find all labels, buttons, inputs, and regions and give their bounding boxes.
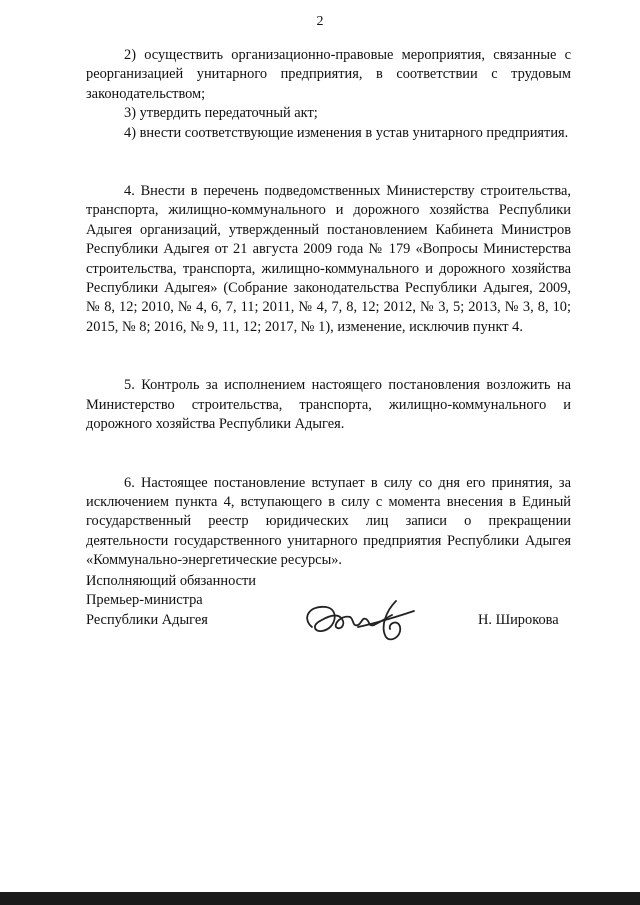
paragraph-gap — [86, 435, 571, 474]
signatory-position — [86, 572, 256, 630]
paragraph-item-3: 3) утвердить передаточный акт; — [124, 105, 318, 122]
signatory-position-line: Республики Адыгея — [86, 611, 208, 628]
paragraph-point-5: 5. Контроль за исполнением настоящего постановления возложить на Министерство строительства, транспорта, жилищно-коммунального и дорожного хозяйства Республики Адыгея. — [86, 377, 571, 433]
scan-bottom-edge — [0, 892, 640, 905]
signatory-position-line: Премьер-министра — [86, 592, 203, 609]
paragraph-item-4: 4) внести соответствующие изменения в устав унитарного предприятия. — [124, 124, 569, 141]
paragraph-gap — [86, 337, 571, 376]
signatory-position-line: Исполняющий обязанности — [86, 573, 257, 589]
paragraph-point-4: 4. Внести в перечень подведомственных Министерству строительства, транспорта, жилищно-коммунального и дорожного хозяйства Республики Адыгея организаций, утвержденный постановлением Кабинета Министров Республики Адыгея от 21 августа 2009 года № 179 «Вопросы Министерства строительства, транспорта, жилищно-коммунального и дорожного хозяйства Республики Адыгея» (Собрание законодательства Республики Адыгея, 2009, № 8, 12; 2010, № 4, 6, 7, 11; 2011, № 4, 7, 8, 12; 2012, № 3, 5; 2013, № 3, 8, 10; 2015, № 8; 2016, № 9, 11, 12; 2017, № 1), изменение, исключив пункт 4. — [86, 183, 571, 335]
paragraph-gap — [86, 143, 571, 182]
page-number: 2 — [316, 14, 324, 29]
signer-name: Н. Широкова — [478, 612, 559, 628]
handwritten-signature — [296, 597, 426, 645]
paragraph-item-2: 2) осуществить организационно-правовые мероприятия, связанные с реорганизацией унитарного предприятия, в соответствии с трудовым законодательством; — [86, 47, 571, 102]
paragraph-point-6: 6. Настоящее постановление вступает в силу со дня его принятия, за исключением пункта 4, вступающего в силу с момента внесения в Единый государственный реестр юридических лиц записи о прекращении деятельности государственного унитарного предприятия Республики Адыгея «Коммунально-энергетические ресурсы». — [86, 474, 571, 569]
document-body — [86, 46, 571, 571]
